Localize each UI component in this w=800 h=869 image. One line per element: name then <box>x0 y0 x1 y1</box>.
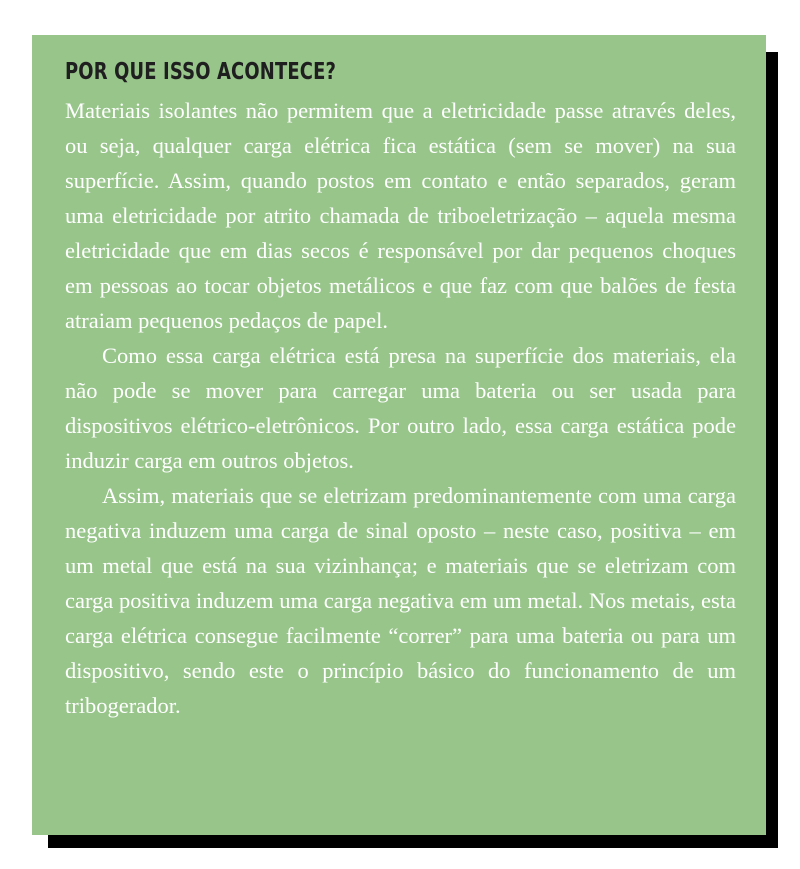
paragraph-2: Como essa carga elétrica está presa na superfície dos materiais, ela não pode se mover para carregar uma bateria ou ser usada para dispositivos elétrico-eletrônicos. Por outro lado, essa carga estática pode induzir carga em outros objetos. <box>65 343 736 473</box>
paragraph-1: Materiais isolantes não permitem que a eletricidade passe através deles, ou seja, qualquer carga elétrica fica estática (sem se mover) na sua superfície. Assim, quando postos em contato e então separados, geram uma eletricidade por atrito chamada de triboeletrização – aquela mesma eletricidade que em dias secos é responsável por dar pequenos choques em pessoas ao tocar objetos metálicos e que faz com que balões de festa atraiam pequenos pedaços de papel. <box>65 98 736 333</box>
box-title: POR QUE ISSO ACONTECE? <box>65 59 337 85</box>
paragraph-3: Assim, materiais que se eletrizam predominantemente com uma carga negativa induzem uma carga de sinal oposto – neste caso, positiva – em um metal que está na sua vizinhança; e materiais que se eletrizam com carga positiva induzem uma carga negativa em um metal. Nos metais, esta carga elétrica consegue facilmente “correr” para uma bateria ou para um dispositivo, sendo este o princípio básico do funcionamento de um tribogerador. <box>65 483 736 718</box>
info-box <box>32 35 766 835</box>
